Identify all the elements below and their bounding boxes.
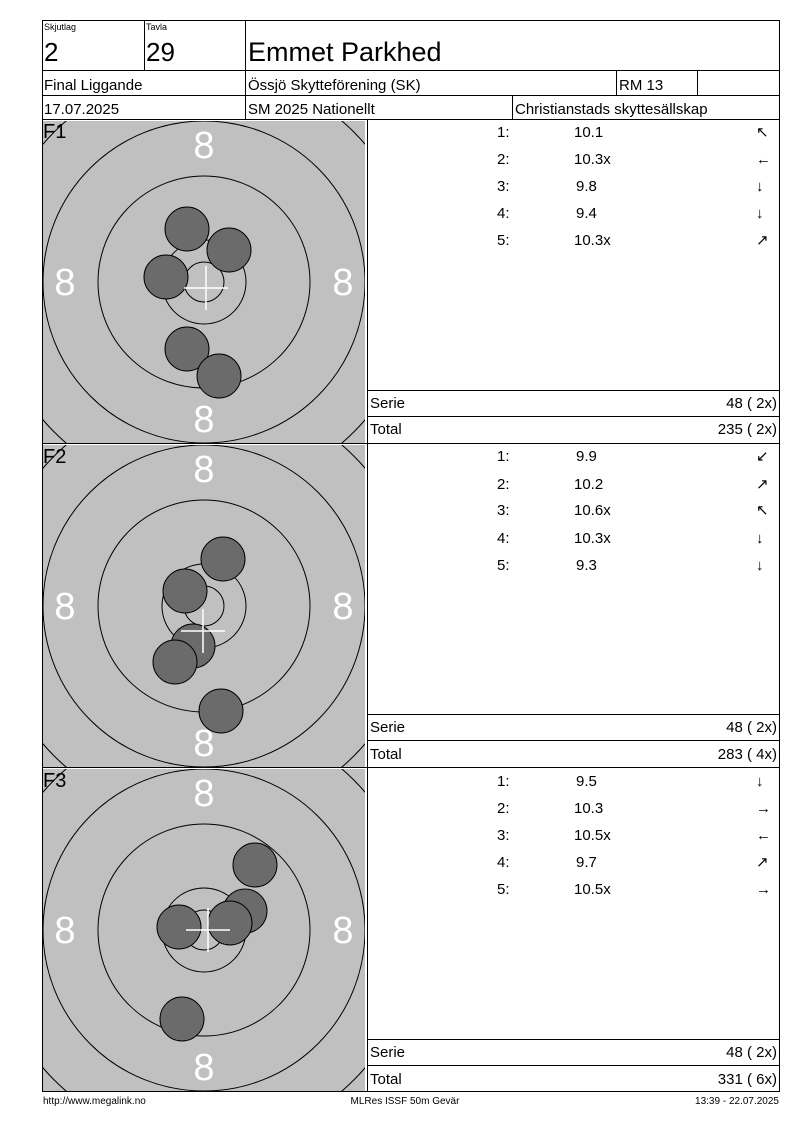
series-label-f1: F1 <box>43 121 67 143</box>
hit-4 <box>153 640 197 684</box>
shot-number: 4: <box>497 205 510 222</box>
shot-direction-icon: ↓ <box>756 178 764 195</box>
total-value: 331 ( 6x) <box>717 1071 777 1088</box>
shot-direction-icon: ↓ <box>756 557 764 574</box>
shot-score: 9.3 <box>576 557 597 574</box>
tavla-value: 29 <box>146 37 175 67</box>
skjutlag-value: 2 <box>44 37 59 67</box>
ring-label-bottom: 8 <box>193 399 215 441</box>
shot-direction-icon: ← <box>756 827 771 844</box>
tavla-label: Tavla <box>146 22 168 32</box>
shot-direction-icon: ↗ <box>756 476 769 493</box>
series-label-f3: F3 <box>43 770 67 792</box>
total-label: Total <box>370 421 402 438</box>
shot-score: 9.4 <box>576 205 597 222</box>
footer-timestamp: 13:39 - 22.07.2025 <box>695 1096 779 1107</box>
shot-direction-icon: ↗ <box>756 232 769 249</box>
target-f2 <box>43 445 365 767</box>
date: 17.07.2025 <box>44 101 120 118</box>
shot-direction-icon: ↓ <box>756 530 764 547</box>
shot-direction-icon: ↖ <box>756 502 769 519</box>
total-value: 283 ( 4x) <box>717 746 777 763</box>
shot-score: 10.3 <box>574 800 604 817</box>
serie-label: Serie <box>370 719 406 736</box>
ring-label-top: 8 <box>193 773 215 815</box>
shot-score: 9.8 <box>576 178 597 195</box>
shot-number: 2: <box>497 476 510 493</box>
shot-score: 10.2 <box>574 476 604 493</box>
hit-1 <box>233 843 277 887</box>
ring-label-bottom: 8 <box>193 723 215 765</box>
shot-number: 2: <box>497 800 510 817</box>
hit-1 <box>201 537 245 581</box>
competition: SM 2025 Nationellt <box>248 101 375 118</box>
club-name: Össjö Skytteförening (SK) <box>248 77 421 94</box>
ring-label-bottom: 8 <box>193 1047 215 1089</box>
shot-number: 5: <box>497 557 510 574</box>
total-value: 235 ( 2x) <box>717 421 777 438</box>
shot-number: 1: <box>497 124 510 141</box>
shot-number: 1: <box>497 448 510 465</box>
total-label: Total <box>370 746 402 763</box>
hit-5 <box>197 354 241 398</box>
ring-label-top: 8 <box>193 449 215 491</box>
shot-score: 10.3x <box>574 232 611 249</box>
shot-score: 10.5x <box>574 827 611 844</box>
ring-label-right: 8 <box>332 910 354 952</box>
serie-value: 48 ( 2x) <box>726 395 777 412</box>
ring-label-top: 8 <box>193 125 215 167</box>
series-label-f2: F2 <box>43 446 67 468</box>
shot-number: 2: <box>497 151 510 168</box>
shot-direction-icon: ← <box>756 151 771 168</box>
shot-score: 9.9 <box>576 448 597 465</box>
shot-score: 10.3x <box>574 530 611 547</box>
target-f1 <box>43 121 365 443</box>
hit-4 <box>208 901 252 945</box>
shot-score: 10.3x <box>574 151 611 168</box>
serie-label: Serie <box>370 1044 406 1061</box>
shot-direction-icon: → <box>756 881 771 898</box>
shot-number: 3: <box>497 827 510 844</box>
ring-label-left: 8 <box>54 910 76 952</box>
serie-value: 48 ( 2x) <box>726 1044 777 1061</box>
serie-label: Serie <box>370 395 406 412</box>
target-f3 <box>43 769 365 1091</box>
shot-score: 9.5 <box>576 773 597 790</box>
shot-score: 10.5x <box>574 881 611 898</box>
hit-3 <box>157 905 201 949</box>
serie-value: 48 ( 2x) <box>726 719 777 736</box>
shot-number: 3: <box>497 178 510 195</box>
shot-score: 10.6x <box>574 502 611 519</box>
shot-direction-icon: ↓ <box>756 205 764 222</box>
ring-label-right: 8 <box>332 262 354 304</box>
ring-label-left: 8 <box>54 262 76 304</box>
shot-direction-icon: ↖ <box>756 124 769 141</box>
shot-direction-icon: ↙ <box>756 448 769 465</box>
hit-5 <box>160 997 204 1041</box>
ring-label-left: 8 <box>54 586 76 628</box>
rm-value: RM 13 <box>619 77 664 94</box>
footer-url[interactable]: http://www.megalink.no <box>43 1096 146 1107</box>
total-label: Total <box>370 1071 402 1088</box>
shot-direction-icon: ↗ <box>756 854 769 871</box>
ring-label-right: 8 <box>332 586 354 628</box>
hit-1 <box>165 207 209 251</box>
shot-number: 5: <box>497 232 510 249</box>
hit-2 <box>163 569 207 613</box>
shot-number: 5: <box>497 881 510 898</box>
organizer: Christianstads skyttesällskap <box>515 101 708 118</box>
shot-score: 10.1 <box>574 124 604 141</box>
shot-number: 4: <box>497 530 510 547</box>
hit-3 <box>144 255 188 299</box>
skjutlag-label: Skjutlag <box>44 22 77 32</box>
class-name: Final Liggande <box>44 77 143 94</box>
shot-score: 9.7 <box>576 854 597 871</box>
shooter-name: Emmet Parkhed <box>248 37 442 67</box>
shot-direction-icon: ↓ <box>756 773 764 790</box>
shot-number: 1: <box>497 773 510 790</box>
shot-number: 3: <box>497 502 510 519</box>
shot-number: 4: <box>497 854 510 871</box>
hit-2 <box>207 228 251 272</box>
footer-system: MLRes ISSF 50m Gevär <box>350 1096 460 1107</box>
shot-direction-icon: → <box>756 800 771 817</box>
